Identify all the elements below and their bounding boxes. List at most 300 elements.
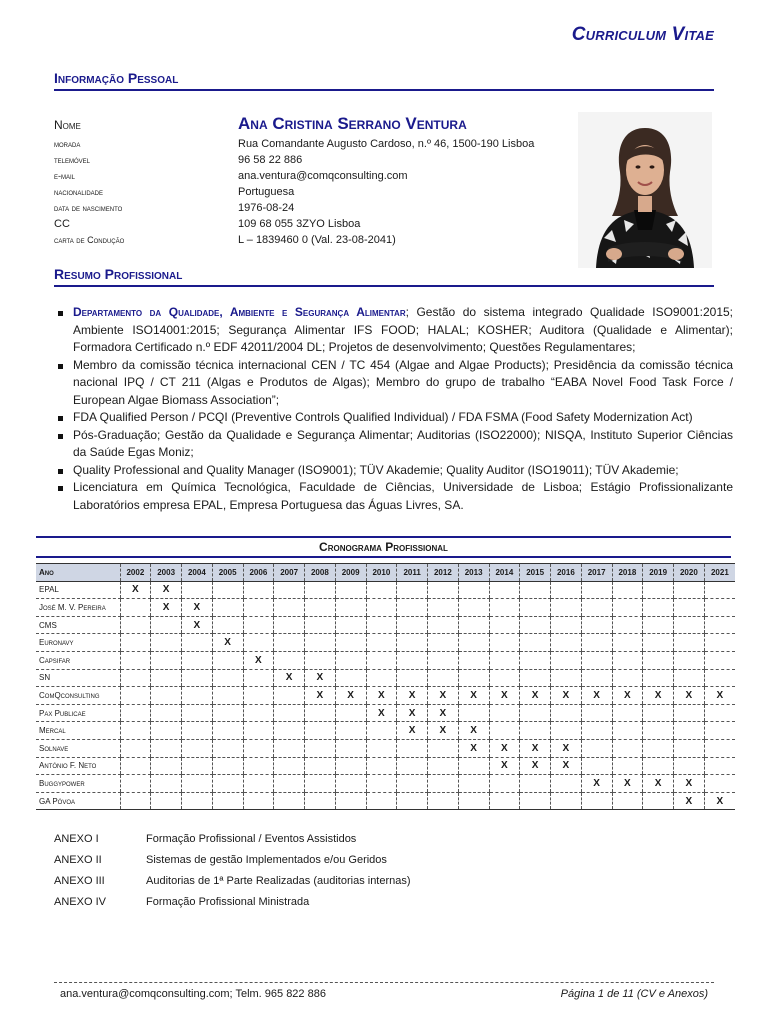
year-cell [335, 669, 366, 687]
footer-contact: ana.ventura@comqconsulting.com; Telm. 965 822 886 [60, 988, 326, 1000]
year-cell [182, 651, 213, 669]
chronogram-row [36, 687, 735, 705]
summary-item: FDA Qualified Person / PCQI (Preventive Controls Qualified Individual) / FDA FSMA (Food Safety Modernization Act) [73, 409, 733, 427]
year-cell [335, 581, 366, 599]
chronogram-row [36, 757, 735, 775]
year-cell [551, 599, 582, 617]
year-mark: X [520, 687, 551, 705]
year-cell [704, 669, 735, 687]
year-mark: X [458, 687, 489, 705]
year-cell [151, 792, 182, 810]
year-cell [674, 599, 705, 617]
year-cell [243, 792, 274, 810]
year-mark: X [305, 687, 336, 705]
year-header-label: Ano [36, 564, 120, 582]
year-cell [366, 634, 397, 652]
year-cell [151, 687, 182, 705]
year-cell [612, 757, 643, 775]
year-cell [551, 669, 582, 687]
year-cell [305, 792, 336, 810]
chronogram-table [36, 563, 735, 810]
year-cell [243, 581, 274, 599]
company-name: Pax Publicae [36, 704, 120, 722]
year-cell [581, 599, 612, 617]
footer-page-number: Página 1 de 11 (CV e Anexos) [560, 988, 708, 1000]
year-cell [551, 651, 582, 669]
year-cell [581, 669, 612, 687]
portrait-image [578, 112, 712, 268]
year-cell [120, 669, 151, 687]
year-cell [458, 616, 489, 634]
mobile-row [54, 152, 534, 168]
year-mark: X [612, 687, 643, 705]
year-cell [151, 634, 182, 652]
summary-item [73, 304, 733, 357]
year-header-2012: 2012 [428, 564, 459, 582]
year-cell [151, 616, 182, 634]
annex-list [54, 828, 411, 912]
year-cell [612, 722, 643, 740]
year-cell [274, 792, 305, 810]
year-mark: X [305, 669, 336, 687]
year-cell [458, 792, 489, 810]
year-cell [335, 704, 366, 722]
year-cell [581, 704, 612, 722]
year-header-2021: 2021 [704, 564, 735, 582]
year-cell [704, 775, 735, 793]
cc-row [54, 216, 534, 232]
year-cell [212, 651, 243, 669]
year-cell [704, 616, 735, 634]
year-cell [182, 669, 213, 687]
year-cell [704, 704, 735, 722]
year-mark: X [674, 687, 705, 705]
summary-item: Quality Professional and Quality Manager (ISO9001); TÜV Akademie; Quality Auditor (ISO19011); TÜV Akademie; [73, 462, 733, 480]
year-cell [151, 669, 182, 687]
company-name: ComQconsulting [36, 687, 120, 705]
year-cell [458, 757, 489, 775]
year-cell [643, 581, 674, 599]
year-cell [212, 722, 243, 740]
chronogram-row [36, 669, 735, 687]
year-header-2011: 2011 [397, 564, 428, 582]
year-cell [182, 792, 213, 810]
company-name: Mercal [36, 722, 120, 740]
year-cell [581, 757, 612, 775]
year-cell [274, 651, 305, 669]
year-cell [551, 581, 582, 599]
year-cell [397, 599, 428, 617]
year-header-2006: 2006 [243, 564, 274, 582]
annex-text: Sistemas de gestão Implementados e/ou Geridos [146, 853, 387, 866]
year-mark: X [674, 792, 705, 810]
year-cell [612, 634, 643, 652]
year-cell [182, 634, 213, 652]
year-header-2018: 2018 [612, 564, 643, 582]
year-cell [551, 775, 582, 793]
year-cell [551, 722, 582, 740]
year-cell [428, 775, 459, 793]
year-cell [551, 704, 582, 722]
year-header-2003: 2003 [151, 564, 182, 582]
year-cell [212, 616, 243, 634]
year-cell [366, 757, 397, 775]
year-cell [704, 634, 735, 652]
mobile-label: telemóvel [54, 155, 91, 165]
year-cell [397, 792, 428, 810]
year-cell [274, 581, 305, 599]
cv-title: Curriculum Vitae [571, 24, 714, 45]
year-cell [151, 739, 182, 757]
year-cell [212, 739, 243, 757]
year-cell [643, 616, 674, 634]
year-cell [612, 792, 643, 810]
annex-text: Auditorias de 1ª Parte Realizadas (auditorias internas) [146, 874, 411, 887]
personal-info-heading: Informação Pessoal [54, 70, 714, 91]
email-row [54, 168, 534, 184]
annex-text: Formação Profissional / Eventos Assistidos [146, 832, 357, 845]
year-mark: X [428, 704, 459, 722]
year-cell [397, 775, 428, 793]
year-cell [643, 599, 674, 617]
year-cell [581, 739, 612, 757]
year-cell [120, 704, 151, 722]
year-cell [520, 669, 551, 687]
year-cell [397, 651, 428, 669]
year-cell [274, 687, 305, 705]
year-cell [674, 634, 705, 652]
summary-item-text: ; Gestão do sistema integrado Qualidade ISO9001:2015; Ambiente ISO14001:2015; Segurança Alimentar IFS FOOD; HALAL; KOSHER; Auditora (Qualidade e Alimentar); Formadora Certificado n.º EDF 42011/2004 DL; Projetos de desenvolvimento; Questões Regulamentares; [73, 305, 733, 354]
year-cell [182, 757, 213, 775]
year-header-2004: 2004 [182, 564, 213, 582]
year-cell [520, 599, 551, 617]
year-cell [643, 722, 674, 740]
year-cell [120, 792, 151, 810]
year-cell [428, 757, 459, 775]
year-header-2020: 2020 [674, 564, 705, 582]
address-label: morada [54, 139, 81, 149]
year-cell [243, 669, 274, 687]
year-cell [520, 651, 551, 669]
chronogram-row [36, 739, 735, 757]
summary-item: Licenciatura em Química Tecnológica, Faculdade de Ciências, Universidade de Lisboa; Estágio Profissionalizante Laboratórios empresa EPAL, Empresa Portuguesa das Águas Livres, SA. [73, 479, 733, 514]
summary-item: Membro da comissão técnica internacional CEN / TC 454 (Algae and Algae Products); Presidência da comissão técnica nacional IPQ / CT 211 (Algas e Produtos de Algas); Membro do grupo de trabalho “EABA Novel Food Task Force / European Algae Biomass Association”; [73, 357, 733, 410]
annex-key: ANEXO II [54, 853, 102, 866]
year-cell [489, 669, 520, 687]
year-cell [397, 634, 428, 652]
year-cell [489, 651, 520, 669]
year-cell [212, 704, 243, 722]
year-header-2016: 2016 [551, 564, 582, 582]
year-mark: X [674, 775, 705, 793]
year-mark: X [458, 722, 489, 740]
nationality-label: nacionalidade [54, 187, 104, 197]
year-cell [674, 739, 705, 757]
year-cell [305, 704, 336, 722]
chronogram-header-row [36, 564, 735, 582]
year-cell [120, 634, 151, 652]
year-cell [120, 775, 151, 793]
chronogram-row [36, 634, 735, 652]
chronogram-row [36, 775, 735, 793]
year-cell [674, 669, 705, 687]
year-cell [151, 722, 182, 740]
name-row [54, 112, 534, 136]
year-cell [274, 722, 305, 740]
year-cell [274, 704, 305, 722]
email-label: e-mail [54, 171, 76, 181]
year-cell [212, 687, 243, 705]
year-cell [151, 704, 182, 722]
year-cell [151, 651, 182, 669]
year-mark: X [366, 704, 397, 722]
profile-photo [578, 112, 712, 268]
year-cell [335, 792, 366, 810]
year-cell [612, 704, 643, 722]
annex-row [54, 828, 411, 849]
person-name: Ana Cristina Serrano Ventura [238, 114, 467, 133]
year-cell [366, 792, 397, 810]
year-cell [489, 704, 520, 722]
year-cell [243, 616, 274, 634]
year-cell [335, 757, 366, 775]
year-cell [366, 581, 397, 599]
year-cell [305, 775, 336, 793]
year-cell [489, 599, 520, 617]
year-cell [366, 739, 397, 757]
nationality-row [54, 184, 534, 200]
year-cell [581, 634, 612, 652]
address-value: Rua Comandante Augusto Cardoso, n.º 46, 1500-190 Lisboa [238, 138, 535, 150]
chronogram-row [36, 722, 735, 740]
year-cell [274, 757, 305, 775]
year-cell [704, 722, 735, 740]
year-cell [704, 599, 735, 617]
year-cell [428, 634, 459, 652]
year-mark: X [151, 599, 182, 617]
year-header-2008: 2008 [305, 564, 336, 582]
year-cell [489, 616, 520, 634]
year-cell [674, 581, 705, 599]
year-header-2014: 2014 [489, 564, 520, 582]
year-cell [243, 739, 274, 757]
year-cell [397, 581, 428, 599]
page-footer [54, 982, 714, 1000]
year-cell [305, 651, 336, 669]
year-cell [274, 775, 305, 793]
year-cell [212, 757, 243, 775]
year-cell [612, 739, 643, 757]
year-cell [182, 722, 213, 740]
year-cell [335, 634, 366, 652]
chronogram-row [36, 599, 735, 617]
year-cell [674, 722, 705, 740]
year-cell [674, 704, 705, 722]
year-cell [366, 616, 397, 634]
year-cell [243, 722, 274, 740]
year-cell [366, 669, 397, 687]
address-row [54, 136, 534, 152]
year-cell [151, 757, 182, 775]
year-header-2002: 2002 [120, 564, 151, 582]
year-cell [335, 739, 366, 757]
year-cell [305, 722, 336, 740]
year-mark: X [489, 739, 520, 757]
year-cell [489, 792, 520, 810]
year-mark: X [274, 669, 305, 687]
year-cell [243, 634, 274, 652]
company-name: SN [36, 669, 120, 687]
year-cell [428, 599, 459, 617]
chronogram-row [36, 616, 735, 634]
year-cell [581, 722, 612, 740]
year-cell [366, 775, 397, 793]
year-mark: X [704, 792, 735, 810]
year-cell [520, 581, 551, 599]
year-cell [305, 581, 336, 599]
year-cell [243, 704, 274, 722]
year-mark: X [397, 722, 428, 740]
year-cell [243, 757, 274, 775]
year-mark: X [520, 757, 551, 775]
year-mark: X [643, 775, 674, 793]
year-mark: X [397, 704, 428, 722]
year-cell [551, 792, 582, 810]
year-cell [243, 775, 274, 793]
year-mark: X [182, 599, 213, 617]
year-mark: X [182, 616, 213, 634]
year-mark: X [643, 687, 674, 705]
year-cell [120, 757, 151, 775]
year-cell [704, 757, 735, 775]
year-header-2017: 2017 [581, 564, 612, 582]
company-name: GA Póvoa [36, 792, 120, 810]
department-highlight: Departamento da Qualidade, Ambiente e Segurança Alimentar [73, 305, 406, 319]
year-cell [458, 581, 489, 599]
year-mark: X [428, 687, 459, 705]
company-name: EPAL [36, 581, 120, 599]
year-cell [704, 739, 735, 757]
annex-row [54, 870, 411, 891]
year-cell [643, 669, 674, 687]
year-cell [274, 739, 305, 757]
chronogram-row [36, 581, 735, 599]
nationality-value: Portuguesa [238, 186, 295, 198]
year-cell [335, 616, 366, 634]
year-cell [643, 634, 674, 652]
license-row [54, 232, 534, 248]
year-header-2007: 2007 [274, 564, 305, 582]
year-cell [120, 739, 151, 757]
year-cell [212, 599, 243, 617]
year-header-2013: 2013 [458, 564, 489, 582]
company-name: Capsifar [36, 651, 120, 669]
birthdate-row [54, 200, 534, 216]
chronogram-heading: Cronograma Profissional [36, 536, 731, 558]
year-cell [428, 792, 459, 810]
year-cell [366, 651, 397, 669]
year-mark: X [581, 687, 612, 705]
chronogram-row [36, 704, 735, 722]
summary-heading: Resumo Profissional [54, 266, 714, 287]
year-cell [120, 616, 151, 634]
year-mark: X [397, 687, 428, 705]
year-cell [458, 634, 489, 652]
chronogram-row [36, 651, 735, 669]
year-header-2005: 2005 [212, 564, 243, 582]
year-cell [212, 775, 243, 793]
year-cell [305, 757, 336, 775]
year-cell [120, 722, 151, 740]
year-cell [520, 792, 551, 810]
year-cell [397, 739, 428, 757]
license-label: carta de Condução [54, 235, 125, 245]
mobile-value: 96 58 22 886 [238, 154, 303, 166]
year-cell [489, 775, 520, 793]
year-cell [581, 651, 612, 669]
year-mark: X [551, 739, 582, 757]
year-cell [674, 616, 705, 634]
year-mark: X [458, 739, 489, 757]
year-cell [182, 775, 213, 793]
year-mark: X [612, 775, 643, 793]
annex-key: ANEXO I [54, 832, 99, 845]
year-cell [643, 704, 674, 722]
birthdate-value: 1976-08-24 [238, 202, 295, 214]
year-cell [612, 651, 643, 669]
year-cell [612, 599, 643, 617]
year-header-2019: 2019 [643, 564, 674, 582]
year-cell [274, 634, 305, 652]
annex-key: ANEXO IV [54, 895, 106, 908]
email-value[interactable]: ana.ventura@comqconsulting.com [238, 170, 408, 182]
year-cell [366, 722, 397, 740]
year-cell [274, 599, 305, 617]
year-cell [243, 687, 274, 705]
year-cell [335, 599, 366, 617]
year-cell [520, 722, 551, 740]
year-cell [489, 634, 520, 652]
year-cell [551, 616, 582, 634]
year-mark: X [151, 581, 182, 599]
year-mark: X [581, 775, 612, 793]
name-label: Nome [54, 118, 81, 132]
year-cell [120, 599, 151, 617]
year-cell [458, 599, 489, 617]
year-cell [704, 581, 735, 599]
year-cell [305, 616, 336, 634]
year-cell [520, 704, 551, 722]
year-cell [551, 634, 582, 652]
personal-info-table [54, 112, 534, 248]
company-name: Euronavy [36, 634, 120, 652]
year-cell [366, 599, 397, 617]
year-mark: X [520, 739, 551, 757]
year-cell [397, 616, 428, 634]
year-cell [305, 634, 336, 652]
year-cell [612, 581, 643, 599]
chronogram-row [36, 792, 735, 810]
year-cell [305, 739, 336, 757]
year-header-2009: 2009 [335, 564, 366, 582]
year-cell [305, 599, 336, 617]
year-cell [458, 775, 489, 793]
year-cell [212, 581, 243, 599]
year-mark: X [489, 687, 520, 705]
year-cell [182, 687, 213, 705]
year-cell [182, 581, 213, 599]
year-mark: X [366, 687, 397, 705]
